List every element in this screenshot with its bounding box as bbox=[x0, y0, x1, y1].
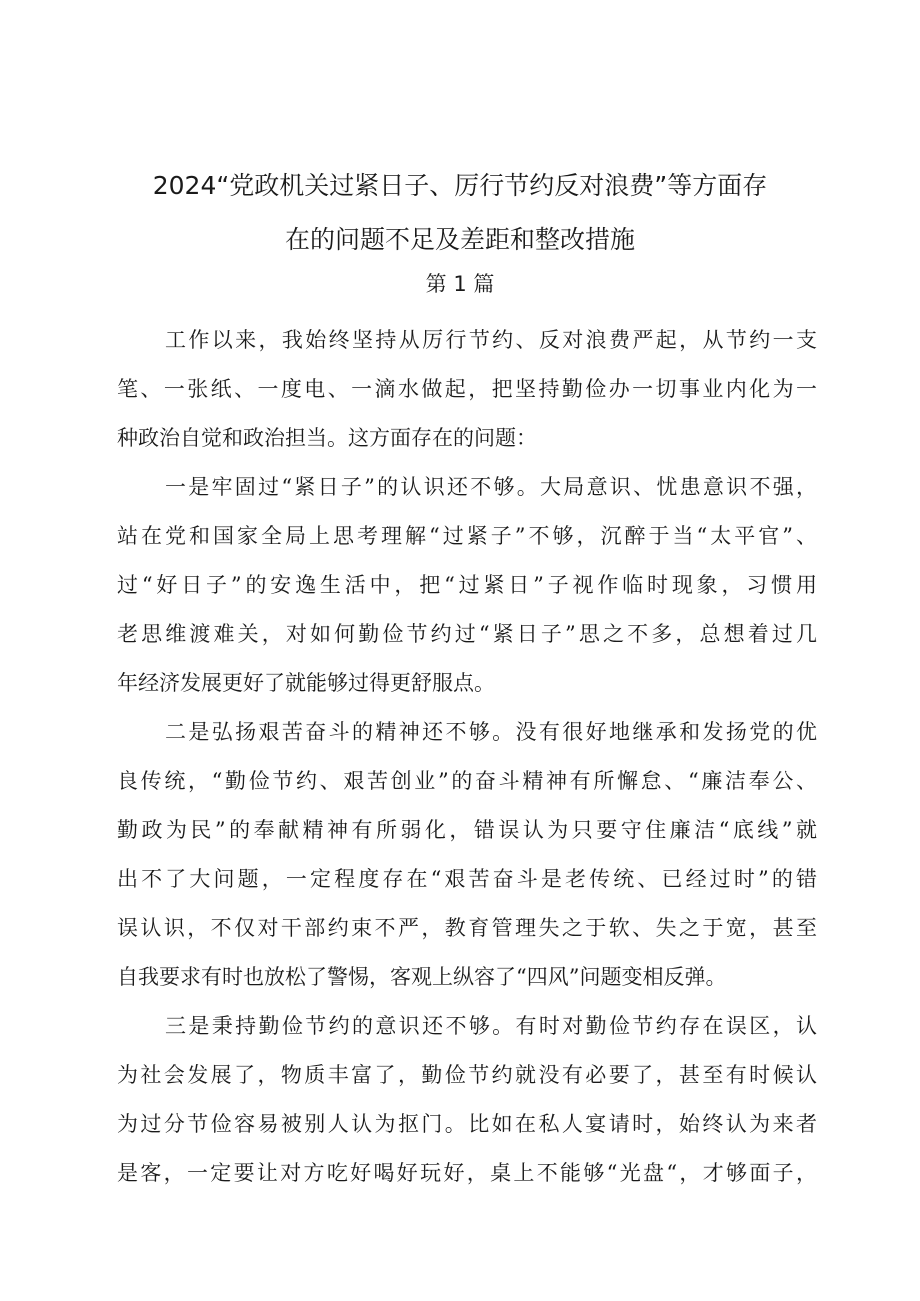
body-line: 种政治自觉和政治担当。这方面存在的问题： bbox=[117, 426, 537, 450]
body-line: 自我要求有时也放松了警惕，客观上纵容了“四风”问题变相反弹。 bbox=[117, 965, 727, 989]
body-line: 误认识，不仅对干部约束不严，教育管理失之于软、失之于宽，甚至 bbox=[117, 916, 817, 940]
body-line: 勤政为民”的奉献精神有所弱化，错误认为只要守住廉洁“底线”就 bbox=[117, 818, 817, 842]
body-line: 笔、一张纸、一度电、一滴水做起，把坚持勤俭办一切事业内化为一 bbox=[117, 377, 817, 401]
document-title-line-1: 2024“党政机关过紧日子、厉行节约反对浪费”等方面存 bbox=[152, 171, 768, 200]
body-line: 工作以来，我始终坚持从厉行节约、反对浪费严起，从节约一支 bbox=[165, 328, 817, 352]
body-line: 是客，一定要让对方吃好喝好玩好，桌上不能够“光盘“，才够面子， bbox=[117, 1161, 817, 1185]
body-line: 良传统，“勤俭节约、艰苦创业”的奋斗精神有所懈怠、“廉洁奉公、 bbox=[117, 769, 817, 793]
body-line: 一是牢固过“紧日子”的认识还不够。大局意识、忧患意识不强， bbox=[165, 475, 817, 499]
body-line: 三是秉持勤俭节约的意识还不够。有时对勤俭节约存在误区，认 bbox=[165, 1014, 817, 1038]
body-line: 为过分节俭容易被别人认为抠门。比如在私人宴请时，始终认为来者 bbox=[117, 1112, 817, 1136]
body-line: 二是弘扬艰苦奋斗的精神还不够。没有很好地继承和发扬党的优 bbox=[165, 720, 817, 744]
body-line: 站在党和国家全局上思考理解“过紧子”不够，沉醉于当“太平官”、 bbox=[117, 524, 817, 548]
document-subtitle: 第 1 篇 bbox=[425, 272, 495, 296]
body-line: 出不了大问题，一定程度存在“艰苦奋斗是老传统、已经过时”的错 bbox=[117, 867, 817, 891]
body-line: 过“好日子”的安逸生活中，把“过紧日”子视作临时现象，习惯用 bbox=[117, 573, 817, 597]
body-line: 年经济发展更好了就能够过得更舒服点。 bbox=[117, 671, 495, 695]
document-title-line-2: 在的问题不足及差距和整改措施 bbox=[284, 225, 635, 254]
body-line: 老思维渡难关，对如何勤俭节约过“紧日子”思之不多，总想着过几 bbox=[117, 622, 817, 646]
body-line: 为社会发展了，物质丰富了，勤俭节约就没有必要了，甚至有时候认 bbox=[117, 1063, 817, 1087]
